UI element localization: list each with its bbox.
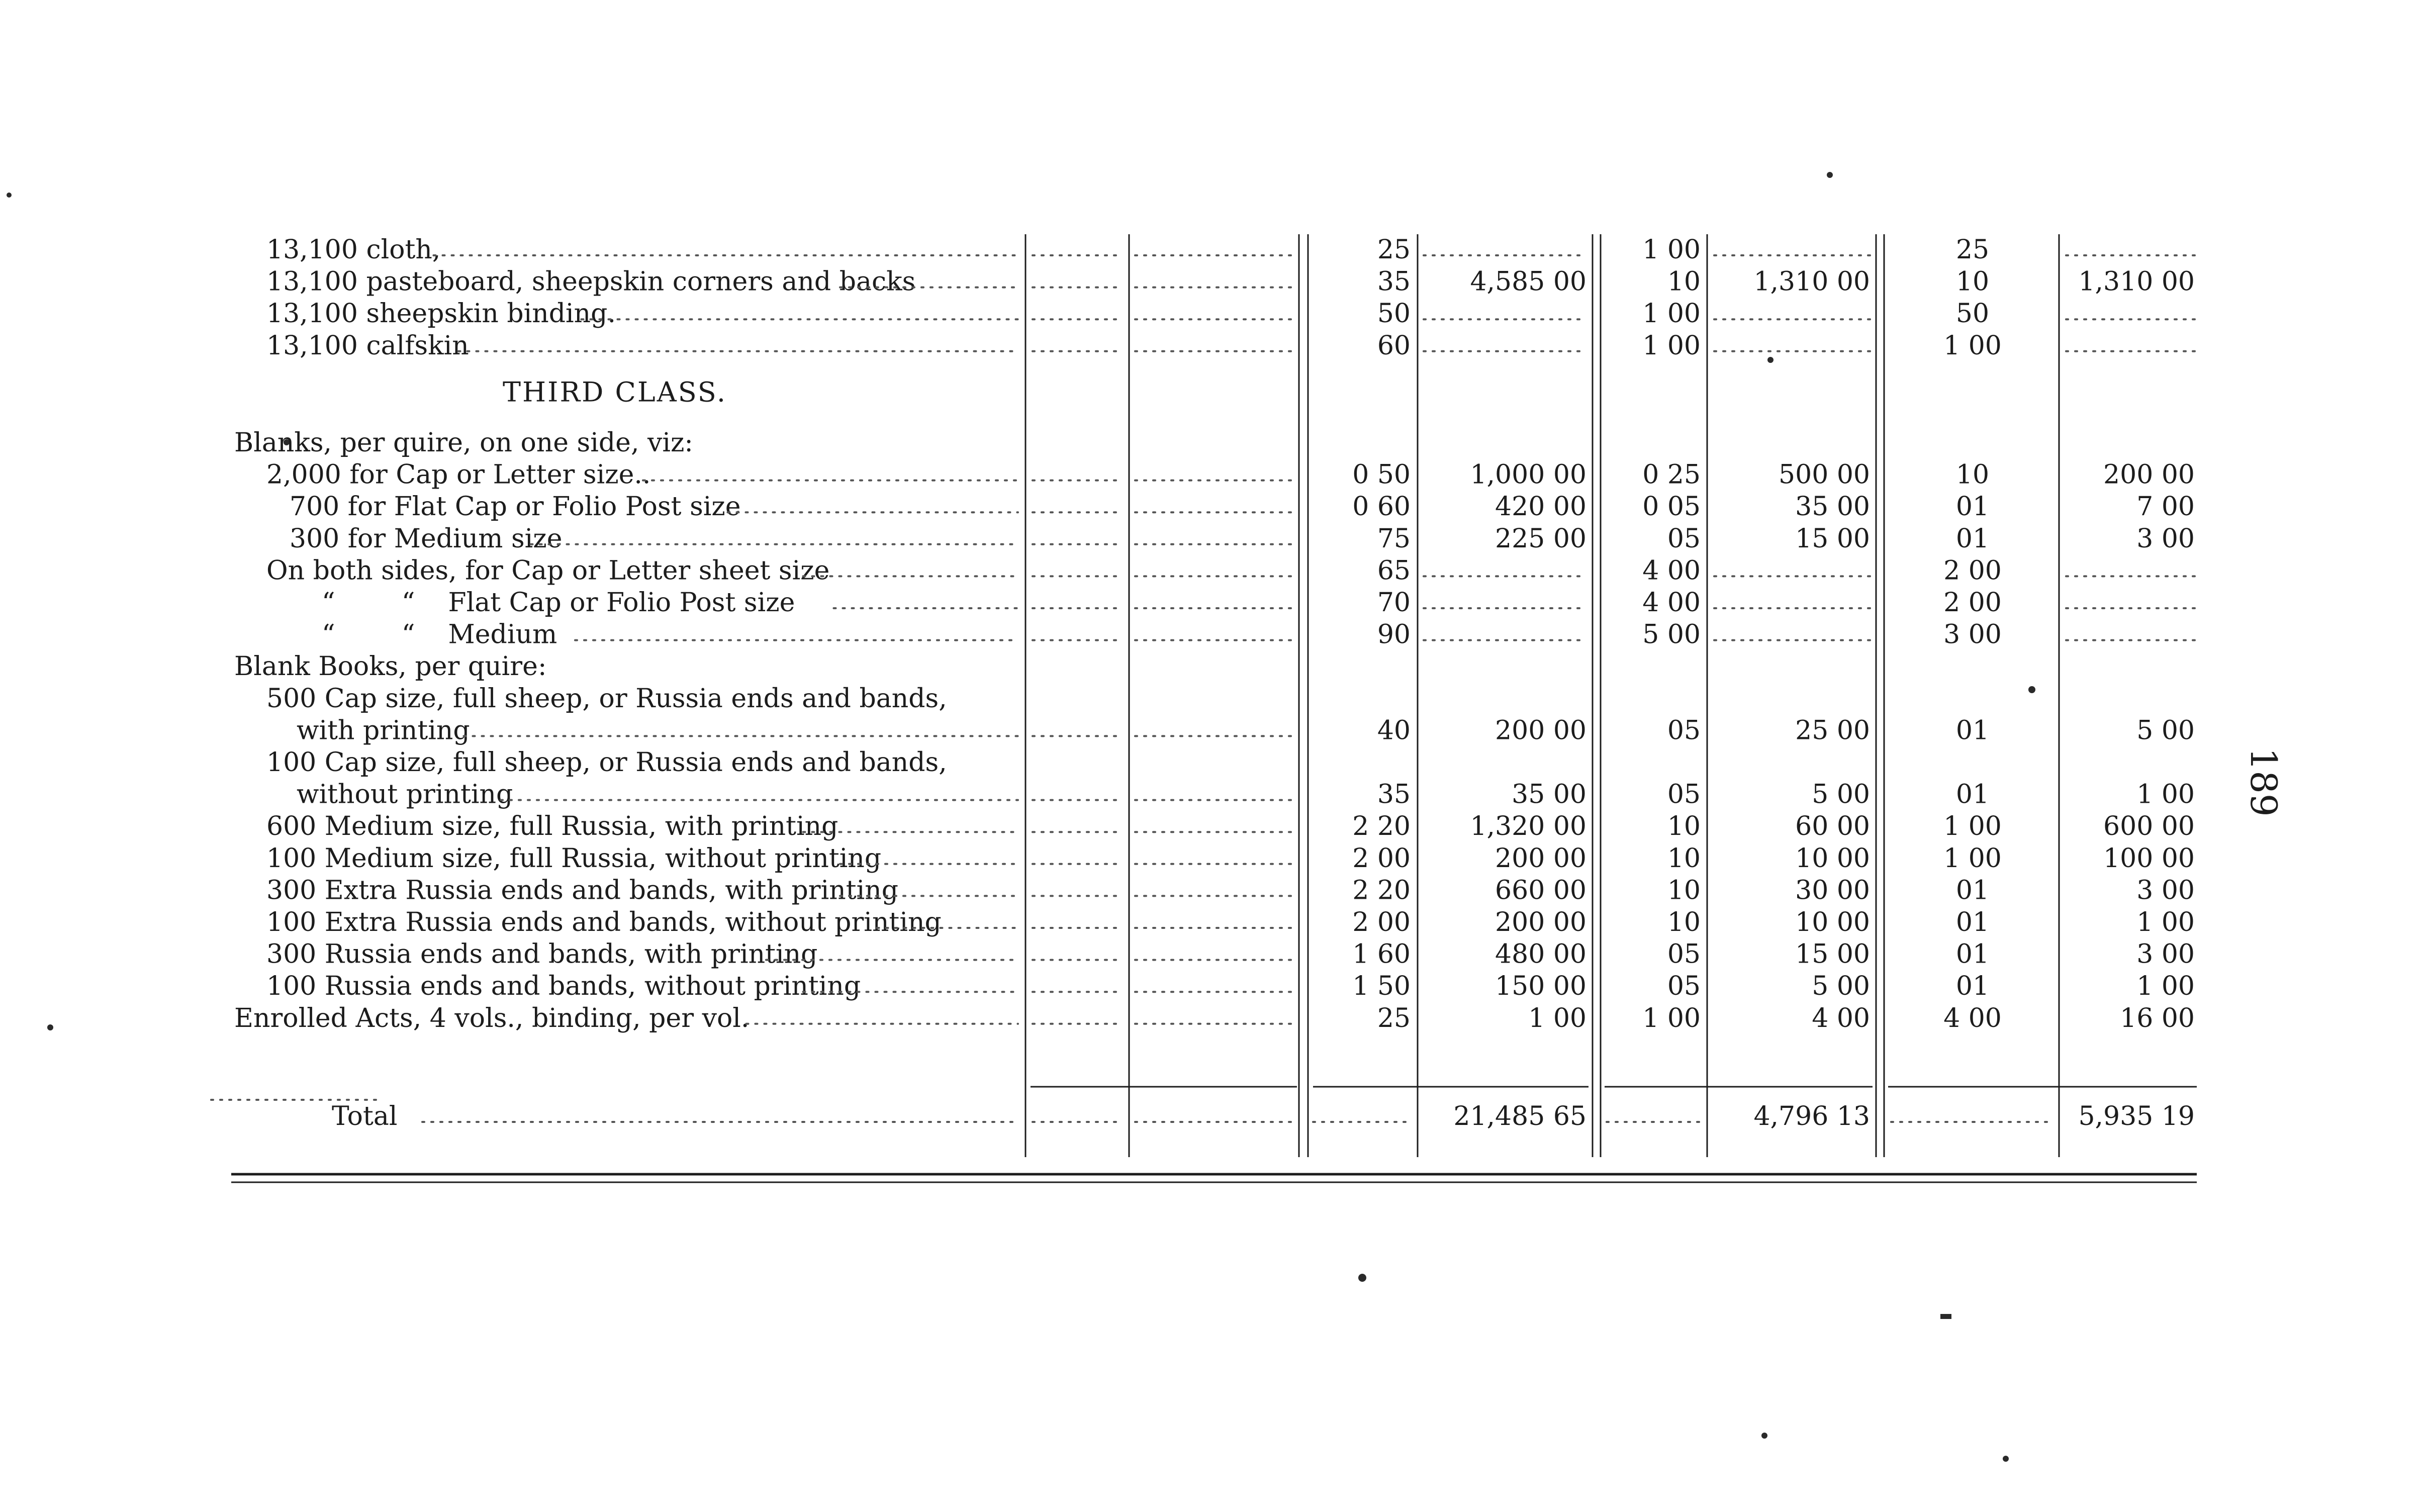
row-value-c3: 60 <box>1377 330 1411 361</box>
row-value-c7: 01 <box>1955 779 1990 810</box>
row-value-c7: 1 00 <box>1943 811 2002 842</box>
row-value-c4: 200 00 <box>1495 715 1586 746</box>
row-value-c5: 05 <box>1667 779 1701 810</box>
row-value-c7: 10 <box>1955 266 1990 297</box>
row-value-c5: 10 <box>1667 811 1701 842</box>
row-value-c3: 35 <box>1377 266 1411 297</box>
row-label: 100 Russia ends and bands, without printing <box>266 971 861 1002</box>
row-label: 500 Cap size, full sheep, or Russia ends and bands, <box>266 683 947 714</box>
row-label: 100 Cap size, full sheep, or Russia ends and bands, <box>266 747 947 778</box>
row-value-c7: 01 <box>1955 715 1990 746</box>
total-value-c4: 21,485 65 <box>1453 1101 1586 1131</box>
row-value-c3: 75 <box>1377 523 1411 554</box>
page-number: 189 <box>2243 747 2285 817</box>
row-value-c7: 01 <box>1955 971 1990 1002</box>
row-value-c7: 01 <box>1955 939 1990 970</box>
row-value-c7: 01 <box>1955 875 1990 906</box>
total-value-c6: 4,796 13 <box>1753 1101 1870 1131</box>
row-value-c5: 0 05 <box>1642 492 1701 522</box>
row-value-c6: 35 00 <box>1795 492 1870 522</box>
row-value-c7: 2 00 <box>1943 588 2002 618</box>
row-value-c5: 10 <box>1667 875 1701 906</box>
row-value-c4: 4,585 00 <box>1470 266 1586 297</box>
row-label: On both sides, for Cap or Letter sheet size <box>266 555 830 586</box>
row-value-c5: 4 00 <box>1642 588 1701 618</box>
row-value-c8: 600 00 <box>2103 811 2195 842</box>
row-value-c4: 1,320 00 <box>1470 811 1586 842</box>
row-value-c6: 1,310 00 <box>1753 266 1870 297</box>
row-value-c7: 01 <box>1955 492 1990 522</box>
row-value-c8: 3 00 <box>2136 939 2195 970</box>
row-label: 100 Medium size, full Russia, without printing <box>266 843 882 874</box>
row-label: “ “ Medium <box>322 619 557 650</box>
row-label: 13,100 calfskin <box>266 330 469 361</box>
row-value-c5: 10 <box>1667 266 1701 297</box>
row-value-c7: 1 00 <box>1943 843 2002 874</box>
row-label: Blanks, per quire, on one side, viz: <box>234 428 693 458</box>
row-label: 700 for Flat Cap or Folio Post size <box>290 492 741 522</box>
row-value-c8: 1 00 <box>2136 907 2195 937</box>
row-label: 13,100 cloth, <box>266 235 441 265</box>
row-value-c3: 1 60 <box>1352 939 1411 970</box>
row-value-c3: 25 <box>1377 1003 1411 1033</box>
section-heading: THIRD CLASS. <box>503 376 727 408</box>
row-value-c6: 10 00 <box>1795 843 1870 874</box>
row-value-c4: 480 00 <box>1495 939 1586 970</box>
row-value-c3: 35 <box>1377 779 1411 810</box>
row-value-c3: 25 <box>1377 235 1411 265</box>
row-value-c6: 10 00 <box>1795 907 1870 937</box>
row-value-c6: 5 00 <box>1812 779 1870 810</box>
total-value-c8: 5,935 19 <box>2078 1101 2195 1131</box>
row-value-c7: 2 00 <box>1943 555 2002 586</box>
row-value-c4: 35 00 <box>1512 779 1586 810</box>
row-value-c4: 1,000 00 <box>1470 459 1586 490</box>
row-value-c3: 2 00 <box>1352 843 1411 874</box>
row-value-c8: 100 00 <box>2103 843 2195 874</box>
row-value-c6: 500 00 <box>1779 459 1870 490</box>
total-label: Total <box>332 1101 398 1131</box>
row-value-c4: 200 00 <box>1495 843 1586 874</box>
row-value-c6: 15 00 <box>1795 523 1870 554</box>
row-value-c4: 420 00 <box>1495 492 1586 522</box>
row-label: without printing <box>297 779 513 810</box>
row-label: 13,100 sheepskin binding. <box>266 299 616 329</box>
row-value-c4: 225 00 <box>1495 523 1586 554</box>
row-label: 300 for Medium size <box>290 523 563 554</box>
row-value-c6: 15 00 <box>1795 939 1870 970</box>
row-value-c5: 0 25 <box>1642 459 1701 490</box>
row-value-c5: 05 <box>1667 523 1701 554</box>
row-value-c5: 1 00 <box>1642 330 1701 361</box>
row-value-c8: 200 00 <box>2103 459 2195 490</box>
row-value-c7: 01 <box>1955 523 1990 554</box>
row-label: 13,100 pasteboard, sheepskin corners and backs <box>266 266 916 297</box>
row-value-c5: 10 <box>1667 843 1701 874</box>
row-value-c8: 1 00 <box>2136 779 2195 810</box>
row-label: “ “ Flat Cap or Folio Post size <box>322 588 795 618</box>
row-value-c4: 660 00 <box>1495 875 1586 906</box>
row-value-c6: 25 00 <box>1795 715 1870 746</box>
row-value-c3: 2 20 <box>1352 875 1411 906</box>
row-value-c5: 1 00 <box>1642 235 1701 265</box>
row-label: with printing <box>297 715 470 746</box>
row-value-c5: 05 <box>1667 971 1701 1002</box>
row-value-c8: 16 00 <box>2120 1003 2195 1033</box>
row-label: 600 Medium size, full Russia, with printing <box>266 811 838 842</box>
row-value-c7: 1 00 <box>1943 330 2002 361</box>
row-value-c8: 1 00 <box>2136 971 2195 1002</box>
row-value-c4: 150 00 <box>1495 971 1586 1002</box>
row-label: 100 Extra Russia ends and bands, without printing <box>266 907 942 937</box>
row-label: 2,000 for Cap or Letter size.. <box>266 459 651 490</box>
row-value-c5: 5 00 <box>1642 619 1701 650</box>
row-value-c5: 1 00 <box>1642 1003 1701 1033</box>
row-value-c8: 1,310 00 <box>2078 266 2195 297</box>
row-value-c3: 2 20 <box>1352 811 1411 842</box>
row-value-c8: 5 00 <box>2136 715 2195 746</box>
row-value-c4: 200 00 <box>1495 907 1586 937</box>
row-value-c4: 1 00 <box>1528 1003 1586 1033</box>
row-value-c5: 10 <box>1667 907 1701 937</box>
row-value-c8: 7 00 <box>2136 492 2195 522</box>
row-value-c5: 1 00 <box>1642 299 1701 329</box>
row-value-c7: 50 <box>1955 299 1990 329</box>
row-value-c6: 5 00 <box>1812 971 1870 1002</box>
row-value-c3: 90 <box>1377 619 1411 650</box>
row-value-c3: 40 <box>1377 715 1411 746</box>
row-value-c3: 0 50 <box>1352 459 1411 490</box>
row-label: Enrolled Acts, 4 vols., binding, per vol. <box>234 1003 750 1033</box>
row-value-c7: 10 <box>1955 459 1990 490</box>
row-value-c7: 4 00 <box>1943 1003 2002 1033</box>
row-value-c7: 25 <box>1955 235 1990 265</box>
row-value-c6: 30 00 <box>1795 875 1870 906</box>
row-value-c6: 60 00 <box>1795 811 1870 842</box>
row-value-c8: 3 00 <box>2136 523 2195 554</box>
row-value-c6: 4 00 <box>1812 1003 1870 1033</box>
row-value-c3: 0 60 <box>1352 492 1411 522</box>
row-value-c3: 1 50 <box>1352 971 1411 1002</box>
row-label: 300 Russia ends and bands, with printing <box>266 939 818 970</box>
row-value-c3: 65 <box>1377 555 1411 586</box>
row-value-c7: 3 00 <box>1943 619 2002 650</box>
row-value-c3: 2 00 <box>1352 907 1411 937</box>
row-value-c5: 05 <box>1667 715 1701 746</box>
row-value-c8: 3 00 <box>2136 875 2195 906</box>
row-value-c3: 70 <box>1377 588 1411 618</box>
row-value-c5: 05 <box>1667 939 1701 970</box>
row-value-c7: 01 <box>1955 907 1990 937</box>
row-label: 300 Extra Russia ends and bands, with printing <box>266 875 899 906</box>
row-value-c5: 4 00 <box>1642 555 1701 586</box>
row-value-c3: 50 <box>1377 299 1411 329</box>
row-label: Blank Books, per quire: <box>234 651 547 682</box>
